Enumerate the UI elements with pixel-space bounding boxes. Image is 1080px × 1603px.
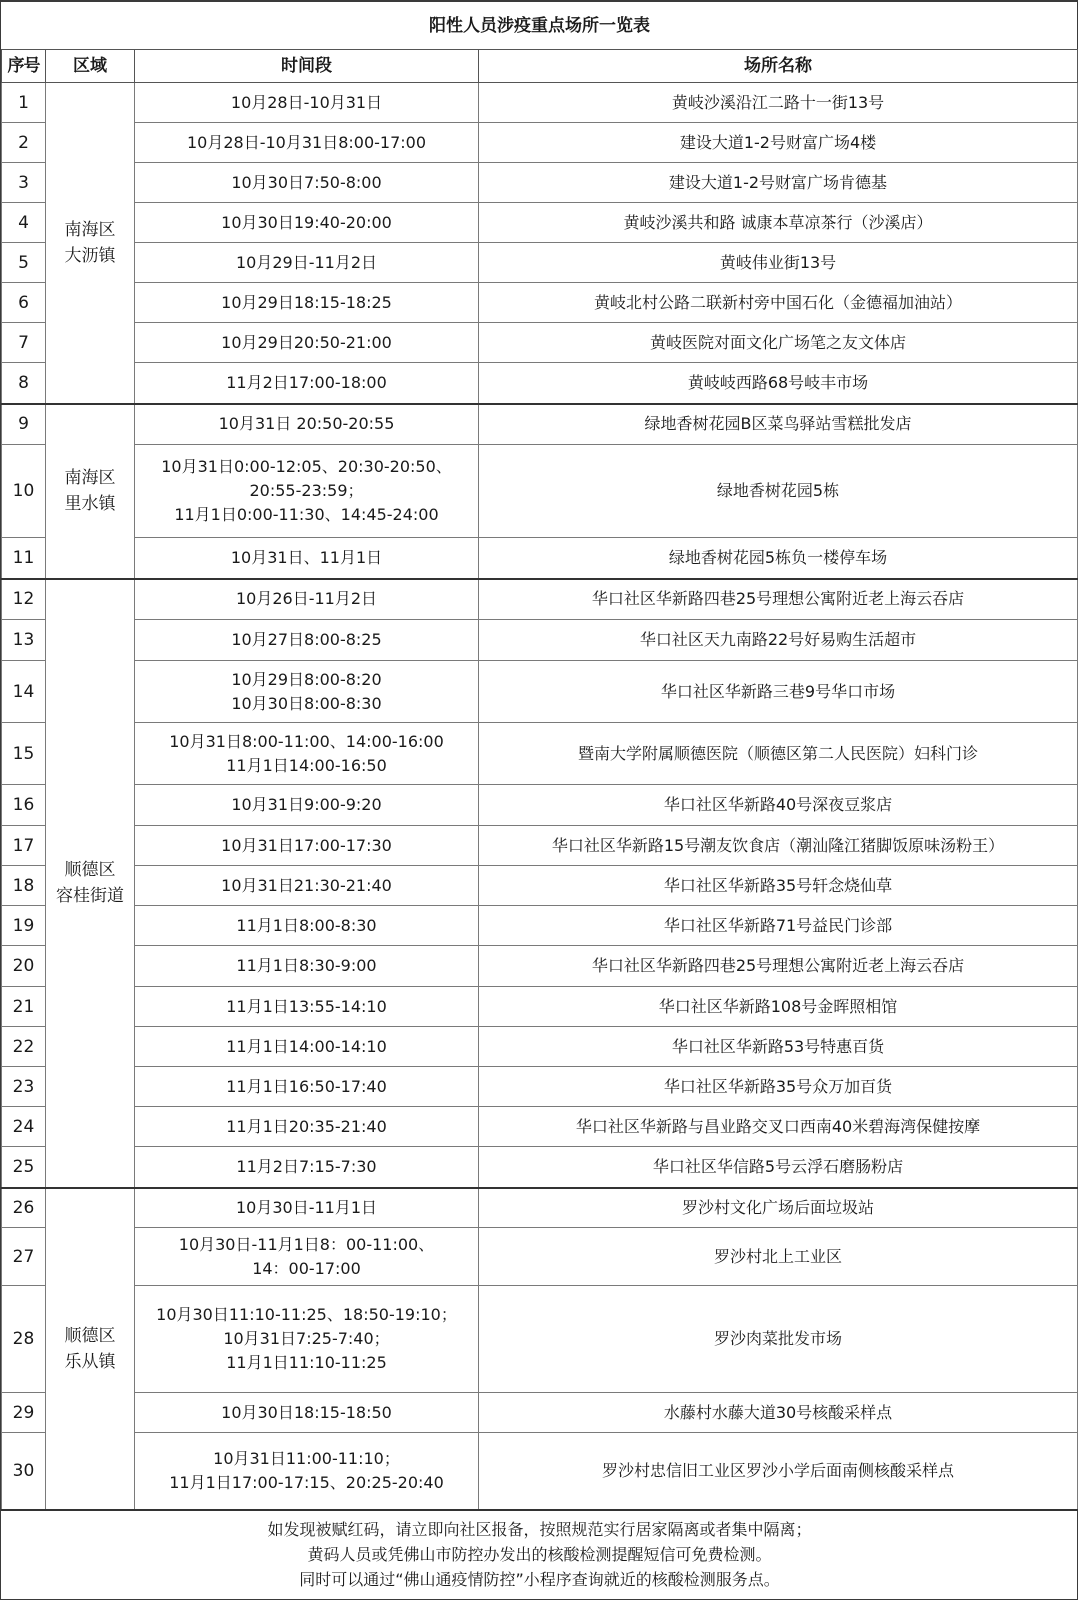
area-cell	[46, 1188, 135, 1510]
place-cell: 华口社区华新路40号深夜豆浆店	[479, 785, 1078, 826]
place-cell: 绿地香树花园B区菜鸟驿站雪糕批发店	[479, 404, 1078, 445]
time-cell	[135, 620, 479, 661]
table-row	[2, 445, 1078, 538]
time-line: 11月1日14:00-16:50	[226, 755, 387, 775]
area-line: 容桂街道	[56, 886, 124, 906]
place-cell: 黄岐北村公路二联新村旁中国石化（金德福加油站）	[479, 283, 1078, 323]
row-number: 6	[2, 283, 46, 323]
time-cell	[135, 1147, 479, 1188]
time-cell	[135, 203, 479, 243]
area-line: 乐从镇	[64, 1351, 116, 1372]
table-row	[2, 1228, 1078, 1286]
time-line: 11月1日16:50-17:40	[226, 1076, 387, 1096]
row-number: 17	[2, 826, 46, 866]
table-row	[2, 620, 1078, 661]
time-line: 10月30日-11月1日8：00-11:00、	[178, 1234, 435, 1254]
row-number: 13	[2, 620, 46, 661]
place-cell: 黄岐沙溪沿江二路十一街13号	[479, 83, 1078, 123]
time-cell	[135, 1067, 479, 1107]
row-number: 18	[2, 866, 46, 906]
time-line: 10月31日9:00-9:20	[231, 795, 382, 814]
place-cell: 罗沙村北上工业区	[479, 1228, 1078, 1286]
time-line: 10月31日7:25-7:40；	[223, 1329, 390, 1348]
table-row	[2, 363, 1078, 404]
time-cell	[135, 1228, 479, 1286]
time-line: 11月1日0:00-11:30、14:45-24:00	[174, 505, 439, 524]
footer-row	[2, 1510, 1078, 1599]
footer-notice	[2, 1510, 1078, 1599]
row-number: 4	[2, 203, 46, 243]
header-no: 序号	[2, 50, 46, 83]
row-number: 7	[2, 323, 46, 363]
time-line: 10月31日11:00-11:10；	[213, 1448, 400, 1468]
time-line: 11月1日17:00-17:15、20:25-20:40	[169, 1472, 444, 1492]
time-cell	[135, 1433, 479, 1510]
table-row	[2, 1286, 1078, 1393]
table-row	[2, 1188, 1078, 1228]
header-time: 时间段	[135, 50, 479, 83]
row-number: 29	[2, 1393, 46, 1433]
area-line: 顺德区	[64, 860, 116, 880]
time-line: 10月29日20:50-21:00	[221, 332, 392, 352]
place-cell: 华口社区华新路108号金晖照相馆	[479, 987, 1078, 1027]
time-line: 10月27日8:00-8:25	[231, 630, 382, 649]
time-line: 10月31日、11月1日	[230, 547, 383, 567]
place-cell: 华口社区华新路四巷25号理想公寓附近老上海云吞店	[479, 946, 1078, 987]
time-line: 11月1日13:55-14:10	[226, 996, 387, 1016]
row-number: 1	[2, 83, 46, 123]
time-cell	[135, 723, 479, 785]
area-line: 里水镇	[64, 494, 116, 514]
time-cell	[135, 363, 479, 404]
title-row	[2, 2, 1078, 50]
place-cell: 黄岐伟业街13号	[479, 243, 1078, 283]
table-row	[2, 203, 1078, 243]
time-cell	[135, 1107, 479, 1147]
time-cell	[135, 404, 479, 445]
footer-line: 如发现被赋红码，请立即向社区报备，按照规范实行居家隔离或者集中隔离；	[267, 1520, 812, 1539]
place-cell: 建设大道1-2号财富广场4楼	[479, 123, 1078, 163]
table-row	[2, 243, 1078, 283]
header-area: 区域	[46, 50, 135, 83]
row-number: 12	[2, 579, 46, 620]
table-row	[2, 323, 1078, 363]
area-line: 大沥镇	[64, 245, 116, 266]
place-cell: 华口社区华新路15号潮友饮食店（潮汕隆江猪脚饭原味汤粉王）	[479, 826, 1078, 866]
table-row	[2, 1433, 1078, 1510]
time-cell	[135, 163, 479, 203]
time-cell	[135, 866, 479, 906]
time-cell	[135, 123, 479, 163]
time-line: 20:55-23:59；	[249, 481, 364, 500]
area-line: 南海区	[64, 219, 116, 240]
time-cell	[135, 661, 479, 723]
time-line: 10月31日8:00-11:00、14:00-16:00	[169, 731, 444, 751]
area-cell	[46, 83, 135, 404]
row-number: 21	[2, 987, 46, 1027]
table-row	[2, 906, 1078, 946]
table-row	[2, 163, 1078, 203]
time-line: 10月30日19:40-20:00	[221, 212, 392, 232]
time-line: 10月30日11:10-11:25、18:50-19:10；	[156, 1305, 457, 1324]
place-cell: 黄岐沙溪共和路 诚康本草凉茶行（沙溪店）	[479, 203, 1078, 243]
time-line: 10月30日-11月1日	[235, 1197, 378, 1217]
row-number: 14	[2, 661, 46, 723]
place-cell: 华口社区华新路与昌业路交叉口西南40米碧海湾保健按摩	[479, 1107, 1078, 1147]
time-cell	[135, 323, 479, 363]
time-line: 11月1日8:30-9:00	[236, 956, 377, 975]
time-cell	[135, 785, 479, 826]
time-cell	[135, 946, 479, 987]
time-line: 10月26日-11月2日	[235, 589, 378, 609]
table-row	[2, 83, 1078, 123]
table-row	[2, 866, 1078, 906]
footer-line: 黄码人员或凭佛山市防控办发出的核酸检测提醒短信可免费检测。	[307, 1545, 772, 1564]
row-number: 15	[2, 723, 46, 785]
header-row	[2, 50, 1078, 83]
time-line: 10月28日-10月31日8:00-17:00	[186, 132, 427, 152]
area-line: 南海区	[64, 468, 116, 488]
table-row	[2, 661, 1078, 723]
area-line: 顺德区	[64, 1325, 116, 1346]
key-locations-table	[1, 2, 1078, 1599]
row-number: 28	[2, 1286, 46, 1393]
table-row	[2, 1147, 1078, 1188]
time-line: 11月1日14:00-14:10	[226, 1036, 387, 1056]
row-number: 9	[2, 404, 46, 445]
time-cell	[135, 579, 479, 620]
table-row	[2, 404, 1078, 445]
row-number: 24	[2, 1107, 46, 1147]
time-cell	[135, 1393, 479, 1433]
time-line: 10月29日8:00-8:20	[231, 669, 382, 689]
time-cell	[135, 1188, 479, 1228]
header-place: 场所名称	[479, 50, 1078, 83]
time-cell	[135, 243, 479, 283]
time-line: 11月1日8:00-8:30	[236, 915, 377, 935]
place-cell: 罗沙村忠信旧工业区罗沙小学后面南侧核酸采样点	[479, 1433, 1078, 1510]
table-row	[2, 123, 1078, 163]
place-cell: 绿地香树花园5栋	[479, 445, 1078, 538]
table-row	[2, 538, 1078, 579]
area-cell	[46, 404, 135, 579]
time-line: 10月31日21:30-21:40	[221, 875, 392, 895]
row-number: 26	[2, 1188, 46, 1228]
place-cell: 罗沙肉菜批发市场	[479, 1286, 1078, 1393]
time-line: 10月31日0:00-12:05、20:30-20:50、	[161, 457, 452, 476]
row-number: 20	[2, 946, 46, 987]
time-line: 10月30日8:00-8:30	[231, 693, 382, 713]
time-line: 11月1日20:35-21:40	[226, 1116, 387, 1136]
row-number: 27	[2, 1228, 46, 1286]
table-row	[2, 1107, 1078, 1147]
row-number: 30	[2, 1433, 46, 1510]
table-title: 阳性人员涉疫重点场所一览表	[2, 2, 1078, 50]
table-row	[2, 1393, 1078, 1433]
time-cell	[135, 83, 479, 123]
time-line: 10月28日-10月31日	[230, 92, 383, 112]
row-number: 25	[2, 1147, 46, 1188]
time-line: 10月30日7:50-8:00	[231, 172, 382, 192]
time-cell	[135, 283, 479, 323]
place-cell: 华口社区华新路35号众万加百货	[479, 1067, 1078, 1107]
place-cell: 华口社区天九南路22号好易购生活超市	[479, 620, 1078, 661]
time-cell	[135, 1027, 479, 1067]
place-cell: 水藤村水藤大道30号核酸采样点	[479, 1393, 1078, 1433]
time-line: 10月31日 20:50-20:55	[218, 414, 395, 434]
row-number: 16	[2, 785, 46, 826]
row-number: 11	[2, 538, 46, 579]
table-row	[2, 579, 1078, 620]
place-cell: 华口社区华信路5号云浮石磨肠粉店	[479, 1147, 1078, 1188]
row-number: 23	[2, 1067, 46, 1107]
table-row	[2, 723, 1078, 785]
table-row	[2, 1027, 1078, 1067]
place-cell: 华口社区华新路四巷25号理想公寓附近老上海云吞店	[479, 579, 1078, 620]
time-line: 10月30日18:15-18:50	[221, 1402, 392, 1422]
row-number: 19	[2, 906, 46, 946]
footer-line: 同时可以通过“佛山通疫情防控”小程序查询就近的核酸检测服务点。	[299, 1570, 780, 1589]
place-cell: 绿地香树花园5栋负一楼停车场	[479, 538, 1078, 579]
time-line: 10月29日-11月2日	[235, 252, 378, 272]
row-number: 2	[2, 123, 46, 163]
place-cell: 罗沙村文化广场后面垃圾站	[479, 1188, 1078, 1228]
time-cell	[135, 445, 479, 538]
time-line: 11月2日7:15-7:30	[236, 1156, 377, 1176]
table-row	[2, 785, 1078, 826]
time-cell	[135, 538, 479, 579]
time-line: 14：00-17:00	[252, 1258, 361, 1278]
place-cell: 暨南大学附属顺德医院（顺德区第二人民医院）妇科门诊	[479, 723, 1078, 785]
place-cell: 华口社区华新路53号特惠百货	[479, 1027, 1078, 1067]
place-cell: 建设大道1-2号财富广场肯德基	[479, 163, 1078, 203]
time-line: 11月2日17:00-18:00	[226, 372, 387, 392]
table-row	[2, 826, 1078, 866]
place-cell: 华口社区华新路三巷9号华口市场	[479, 661, 1078, 723]
place-cell: 黄岐医院对面文化广场笔之友文体店	[479, 323, 1078, 363]
time-cell	[135, 1286, 479, 1393]
time-cell	[135, 906, 479, 946]
row-number: 3	[2, 163, 46, 203]
table-row	[2, 283, 1078, 323]
row-number: 22	[2, 1027, 46, 1067]
place-cell: 华口社区华新路71号益民门诊部	[479, 906, 1078, 946]
time-cell	[135, 987, 479, 1027]
area-cell	[46, 579, 135, 1188]
table-row	[2, 946, 1078, 987]
table-row	[2, 1067, 1078, 1107]
row-number: 10	[2, 445, 46, 538]
time-line: 11月1日11:10-11:25	[226, 1353, 387, 1372]
place-cell: 华口社区华新路35号轩念烧仙草	[479, 866, 1078, 906]
place-cell: 黄岐岐西路68号岐丰市场	[479, 363, 1078, 404]
row-number: 8	[2, 363, 46, 404]
table-row	[2, 987, 1078, 1027]
time-line: 10月31日17:00-17:30	[221, 835, 392, 855]
time-line: 10月29日18:15-18:25	[221, 292, 392, 312]
time-cell	[135, 826, 479, 866]
row-number: 5	[2, 243, 46, 283]
